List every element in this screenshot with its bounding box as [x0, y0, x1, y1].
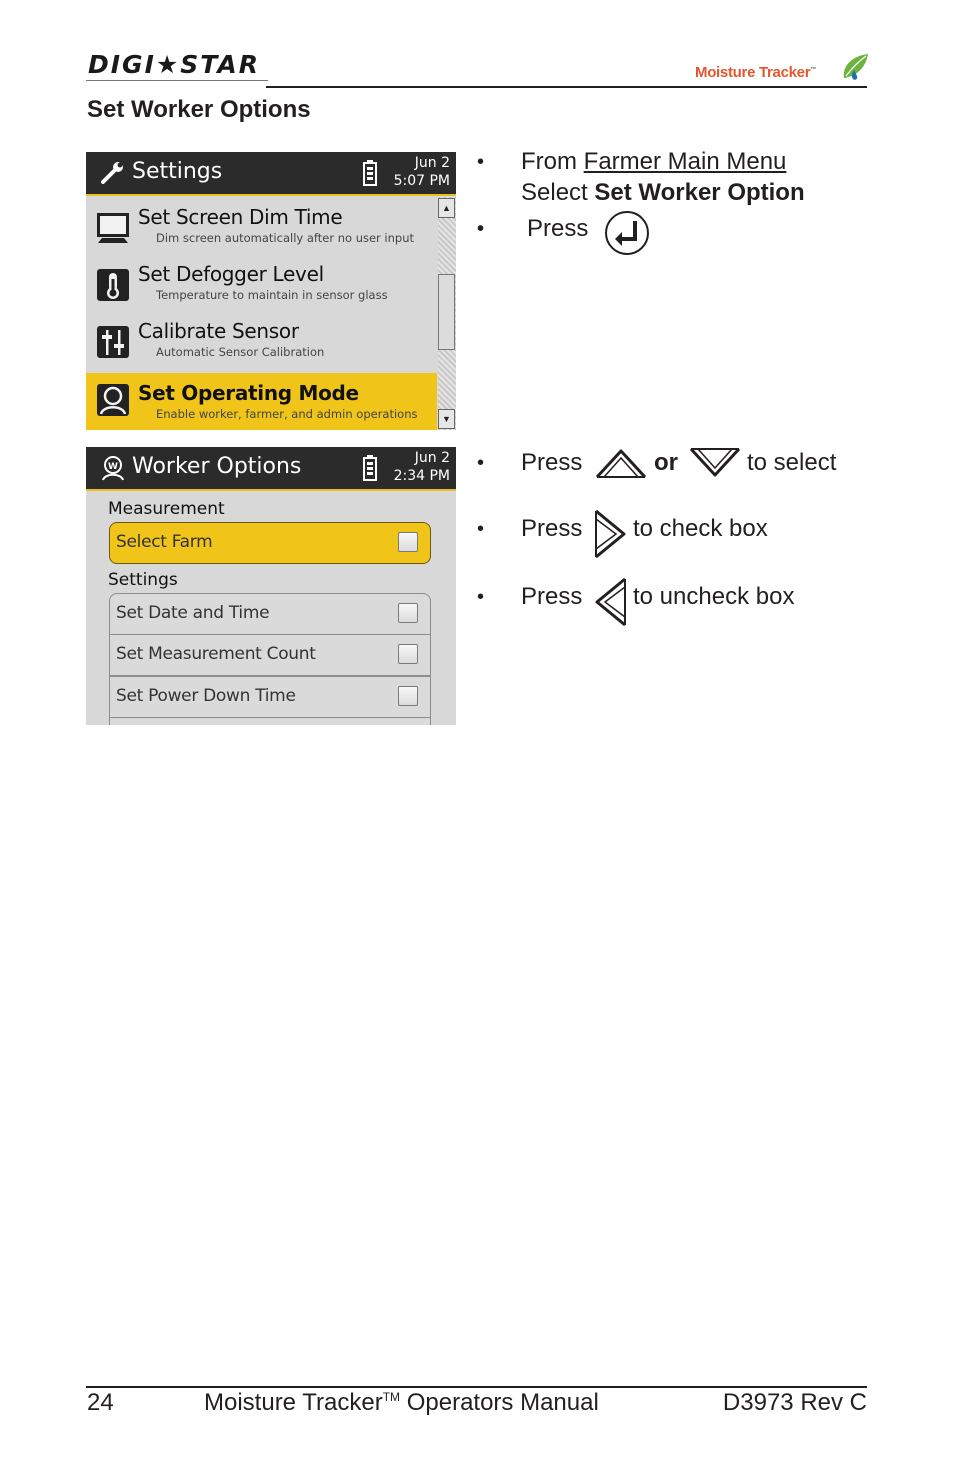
screen-datetime: [380, 449, 450, 485]
farmer-main-menu-link: Farmer Main Menu: [583, 148, 787, 175]
menu-item-title: Set Defogger Level: [138, 262, 324, 286]
bullet: •: [477, 452, 485, 474]
wrench-icon: [100, 160, 126, 186]
settings-header: [86, 152, 456, 196]
monitor-icon: [94, 209, 132, 247]
logo-underline: [86, 80, 268, 81]
manual-title-text: Moisture Tracker: [204, 1389, 383, 1416]
sliders-icon: [94, 323, 132, 361]
instruction-bold: Set Worker Option: [594, 179, 805, 206]
brand-logo-text: [695, 64, 816, 81]
instruction-text: From: [521, 148, 584, 175]
battery-icon: [363, 455, 377, 481]
bullet: •: [477, 218, 485, 240]
menu-item-calibrate[interactable]: [86, 311, 437, 368]
instruction-text: Select: [521, 179, 595, 206]
option-partial-row: [109, 717, 431, 725]
option-label: Set Power Down Time: [116, 686, 296, 706]
worker-options-screen: [86, 447, 456, 725]
menu-item-screen-dim[interactable]: [86, 197, 437, 254]
menu-item-title: Set Screen Dim Time: [138, 205, 343, 229]
menu-item-subtitle: Enable worker, farmer, and admin operations: [156, 407, 418, 421]
option-set-power-down-time[interactable]: [109, 676, 431, 718]
bullet: •: [477, 518, 485, 540]
group-label-measurement: Measurement: [108, 499, 225, 519]
left-arrow-key-icon: [592, 576, 628, 628]
option-set-measurement-count[interactable]: [109, 634, 431, 676]
doc-code: D3973 Rev C: [722, 1389, 867, 1416]
menu-item-title: Set Operating Mode: [138, 381, 359, 405]
footer-rule: [86, 1386, 867, 1388]
instruction-to-check: to check box: [633, 515, 768, 542]
bullet: •: [477, 586, 485, 608]
menu-item-subtitle: Dim screen automatically after no user input: [156, 231, 415, 245]
user-icon: [94, 381, 132, 419]
option-checkbox[interactable]: [398, 686, 418, 706]
menu-item-title: Calibrate Sensor: [138, 319, 299, 343]
screen-date: Jun 2: [414, 450, 450, 466]
worker-header: [86, 447, 456, 491]
screen-title: Settings: [132, 159, 223, 184]
instruction-from-menu: [521, 148, 786, 176]
screen-date: Jun 2: [414, 155, 450, 171]
instruction-select-option: [521, 179, 805, 207]
instruction-text: Press: [527, 215, 589, 242]
down-arrow-key-icon: [688, 446, 742, 480]
instruction-text: Press: [521, 449, 583, 476]
instruction-text: Press: [521, 583, 583, 610]
scrollbar-thumb[interactable]: [438, 274, 455, 350]
screen-time: 2:34 PM: [393, 468, 450, 484]
option-checkbox[interactable]: [398, 644, 418, 664]
brand-name: Moisture Tracker: [695, 64, 811, 81]
leaf-drop-icon: [838, 52, 870, 84]
enter-key-icon: [604, 210, 650, 256]
page-number: 24: [87, 1389, 114, 1416]
scroll-down-button[interactable]: ▼: [438, 409, 455, 429]
brand-tm: ™: [810, 67, 816, 73]
manual-title: [204, 1389, 599, 1417]
instruction-press-enter: [527, 215, 588, 243]
menu-item-subtitle: Temperature to maintain in sensor glass: [156, 288, 388, 302]
option-label: Set Measurement Count: [116, 644, 316, 664]
menu-item-operating-mode[interactable]: [86, 373, 437, 430]
svg-text:W: W: [108, 462, 118, 472]
option-checkbox[interactable]: [398, 603, 418, 623]
settings-screen: [86, 152, 456, 430]
instruction-text: Press: [521, 515, 583, 542]
manual-tm: TM: [382, 1390, 401, 1404]
instruction-press-left: [521, 583, 582, 611]
option-checkbox[interactable]: [398, 532, 418, 552]
up-arrow-key-icon: [594, 446, 648, 480]
menu-item-subtitle: Automatic Sensor Calibration: [156, 345, 325, 359]
instruction-press-right: [521, 515, 582, 543]
bullet: •: [477, 151, 485, 173]
option-select-farm[interactable]: [109, 522, 431, 564]
option-label: Select Farm: [116, 532, 213, 552]
instruction-to-uncheck: to uncheck box: [633, 583, 795, 610]
instruction-or: or: [654, 449, 678, 476]
option-label: Set Date and Time: [116, 603, 270, 623]
digistar-logo: DIGI★STAR: [88, 50, 261, 79]
menu-item-defogger[interactable]: [86, 254, 437, 311]
manual-title-suffix: Operators Manual: [400, 1389, 599, 1416]
screen-title: Worker Options: [132, 454, 302, 479]
scroll-up-button[interactable]: ▲: [438, 198, 455, 218]
option-set-date-time[interactable]: [109, 593, 431, 635]
group-label-settings: Settings: [108, 570, 178, 590]
thermometer-icon: [94, 266, 132, 304]
header-rule: [266, 86, 867, 88]
screen-datetime: [380, 154, 450, 190]
screen-time: 5:07 PM: [393, 173, 450, 189]
instruction-press-up-down: [521, 449, 582, 477]
battery-icon: [363, 160, 377, 186]
right-arrow-key-icon: [593, 508, 629, 560]
section-title: Set Worker Options: [87, 96, 311, 123]
worker-icon: [100, 455, 126, 481]
instruction-to-select: to select: [747, 449, 837, 476]
